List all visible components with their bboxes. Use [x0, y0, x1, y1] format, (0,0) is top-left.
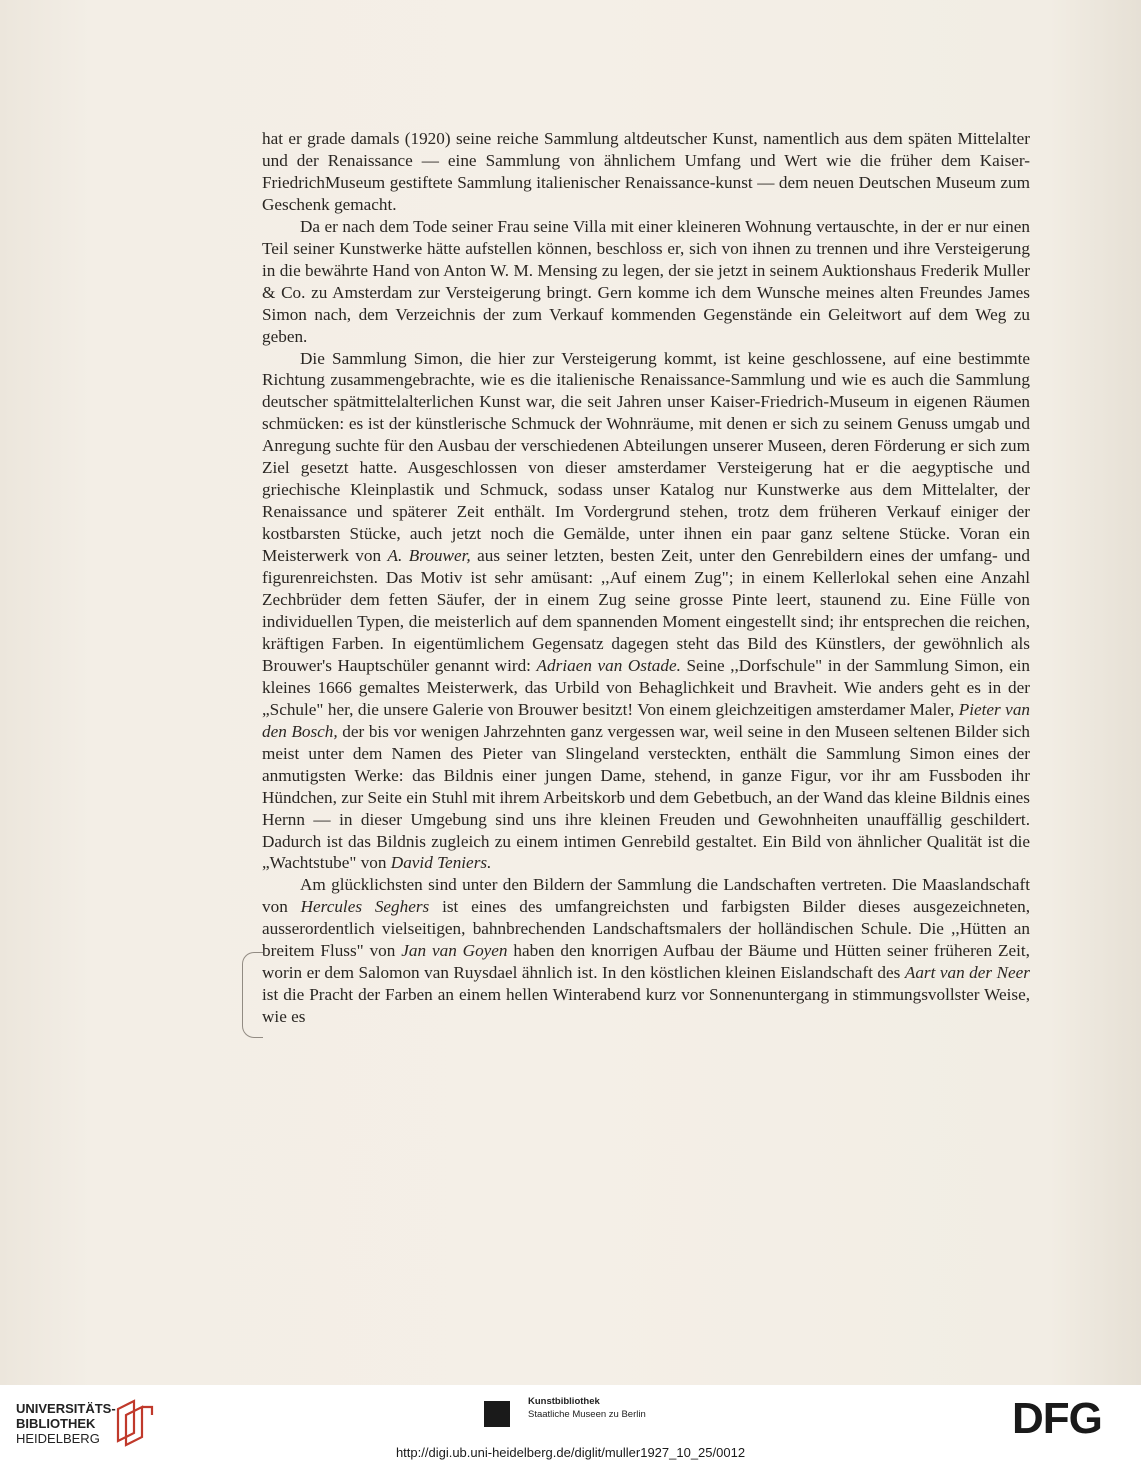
- dfg-logo: DFG: [1012, 1394, 1102, 1443]
- kb-line-2: Staatliche Museen zu Berlin: [528, 1409, 646, 1420]
- uni-line-1: UNIVERSITÄTS-: [16, 1401, 116, 1416]
- paragraph-1: [262, 128, 1030, 216]
- artist-name: David Teniers.: [390, 853, 492, 873]
- text-run: ist die Pracht der Farben an einem hellen Winterabend kurz vor Sonnenuntergang in stimmungsvollster Weise, wie es: [262, 985, 1030, 1027]
- pencil-margin-bracket: [242, 952, 263, 1038]
- text-run: haben den knorrigen Aufbau der Bäume und Hütten seiner früheren Zeit, worin er dem Salomon van Ruysdael ähnlich ist. In den köstlichen kleinen Eislandschaft des: [262, 941, 1030, 983]
- uni-line-2: BIBLIOTHEK: [16, 1416, 96, 1431]
- text-run: aus seiner letzten, besten Zeit, unter den Genrebildern eines der umfang- und figurenreichsten. Das Motiv ist sehr amüsant: ,,Auf einem Zug"; in einem Kellerlokal sehen eine Anzahl Zechbrüder dem fetten Säufer, der in einem Zug seine grosse Pinte leert, staunend zu. Eine Fülle von individuellen Typen, die meisterlich auf dem spannenden Moment eingestellt sind; ihr entsprechen die reichen, kräftigen Farben. In eigentümlichem Gegensatz dagegen steht das Bild des Künstlers, der gewöhnlich als Brouwer's Hauptschüler genannt wird:: [262, 546, 1030, 675]
- artist-name: Pieter van den Bosch,: [262, 699, 1031, 741]
- artist-name: Adriaen van Ostade.: [536, 655, 681, 675]
- artist-name: A. Brouwer,: [387, 546, 471, 566]
- digitization-footer: [0, 1385, 1141, 1464]
- artist-name: Hercules Seghers: [300, 897, 430, 917]
- text-run: Die Sammlung Simon, die hier zur Versteigerung kommt, ist keine geschlossene, auf eine bestimmte Richtung zusammengebrachte, wie es die italienische Renaissance-Sammlung und wie es auch die Sammlung deutscher spätmittelalterlichen Kunst war, die seit Jahren unser Kaiser-Friedrich-Museum in eigenen Räumen schmücken: es ist der künstlerische Schmuck der Wohnräume, mit denen er sich zu seinem Genuss umgab und Anregung suchte für den Ausbau der verschiedenen Abteilungen unserer Museen, deren Förderung er sich zum Ziel gesetzt hatte. Ausgeschlossen von dieser amsterdamer Versteigerung hat er die aegyptische und griechische Kleinplastik und Schmuck, sodass unser Katalog nur Kunstwerke aus dem Mittelalter, der Renaissance und späterer Zeit enthält. Im Vordergrund stehen, trotz dem früheren Verkauf einiger der kostbarsten Stücke, auch jetzt noch die Gemälde, unter ihnen ein paar ganz seltene Stücke. Voran ein Meisterwerk von: [262, 348, 1030, 566]
- uni-heidelberg-logo-icon: [112, 1395, 158, 1447]
- paragraph-3: [262, 348, 1030, 875]
- uni-heidelberg-label: [16, 1401, 116, 1446]
- kunstbibliothek-logo-icon: [484, 1401, 510, 1427]
- text-run: Da er nach dem Tode seiner Frau seine Villa mit einer kleineren Wohnung vertauschte, in der er nur einen Teil seiner Kunstwerke hätte aufstellen können, beschloss er, sich von ihnen zu trennen und ihre Versteigerung in die bewährte Hand von Anton W. M. Mensing zu legen, der sie jetzt in seinem Auktionshaus Frederik Muller & Co. zu Amsterdam zur Versteigerung bringt. Gern komme ich dem Wunsche meines alten Freundes James Simon nach, dem Verzeichnis der zum Verkauf kommenden Gegenstände ein Geleitwort auf dem Weg zu geben.: [262, 216, 1030, 346]
- kb-line-1: Kunstbibliothek: [528, 1396, 600, 1407]
- text-run: ist eines des umfangreichsten und farbigsten Bilder dieses ausgezeichneten, ausserordentlich vielseitigen, bahnbrechenden Landschaftsmalers der holländischen Schule. Die ,,Hütten an breitem Fluss" von: [262, 897, 1030, 961]
- source-url[interactable]: http://digi.ub.uni-heidelberg.de/diglit/muller1927_10_25/0012: [395, 1445, 746, 1460]
- paragraph-4: [262, 874, 1030, 1028]
- text-run: hat er grade damals (1920) seine reiche Sammlung altdeutscher Kunst, namentlich aus dem späten Mittelalter und der Renaissance — eine Sammlung von ähnlichem Umfang und Wert wie die früher dem Kaiser-FriedrichMuseum gestiftete Sammlung italienischer Renaissance-kunst — dem neuen Deutschen Museum zum Geschenk gemacht.: [262, 129, 1030, 214]
- uni-line-3: HEIDELBERG: [16, 1431, 100, 1446]
- text-run: Am glücklichsten sind unter den Bildern der Sammlung die Landschaften vertreten. Die Maaslandschaft von: [262, 875, 1030, 917]
- text-run: der bis vor wenigen Jahrzehnten ganz vergessen war, weil seine in den Museen seltenen Bilder sich meist unter dem Namen des Pieter van Slingeland versteckten, enthält die Sammlung Simon eines der anmutigsten Werke: das Bildnis einer jungen Dame, stehend, in ganze Figur, vor ihr am Fussboden ihr Hündchen, zur Seite ein Stuhl mit ihrem Arbeitskorb und dem Gebetbuch, an der Wand das kleine Bildnis eines Hernn — in dieser Umgebung sind uns ihre kleinen Freuden und Gewohnheiten unauffällig geschildert. Dadurch ist das Bildnis zugleich zu einem intimen Genrebild gestaltet. Ein Bild von ähnlicher Qualität ist die „Wachtstube" von: [262, 721, 1030, 873]
- paragraph-2: [262, 216, 1030, 348]
- document-body: [262, 128, 1030, 1028]
- kunstbibliothek-label: [528, 1395, 646, 1421]
- artist-name: Aart van der Neer: [904, 963, 1030, 983]
- text-run: Seine ,,Dorfschule" in der Sammlung Simon, ein kleines 1666 gemaltes Meisterwerk, das Urbild von Behaglichkeit und Bravheit. Wie anders geht es in der „Schule" her, die unsere Galerie von Brouwer besitzt! Von einem gleichzeitigen amsterdamer Maler,: [262, 655, 1031, 719]
- artist-name: Jan van Goyen: [401, 941, 508, 961]
